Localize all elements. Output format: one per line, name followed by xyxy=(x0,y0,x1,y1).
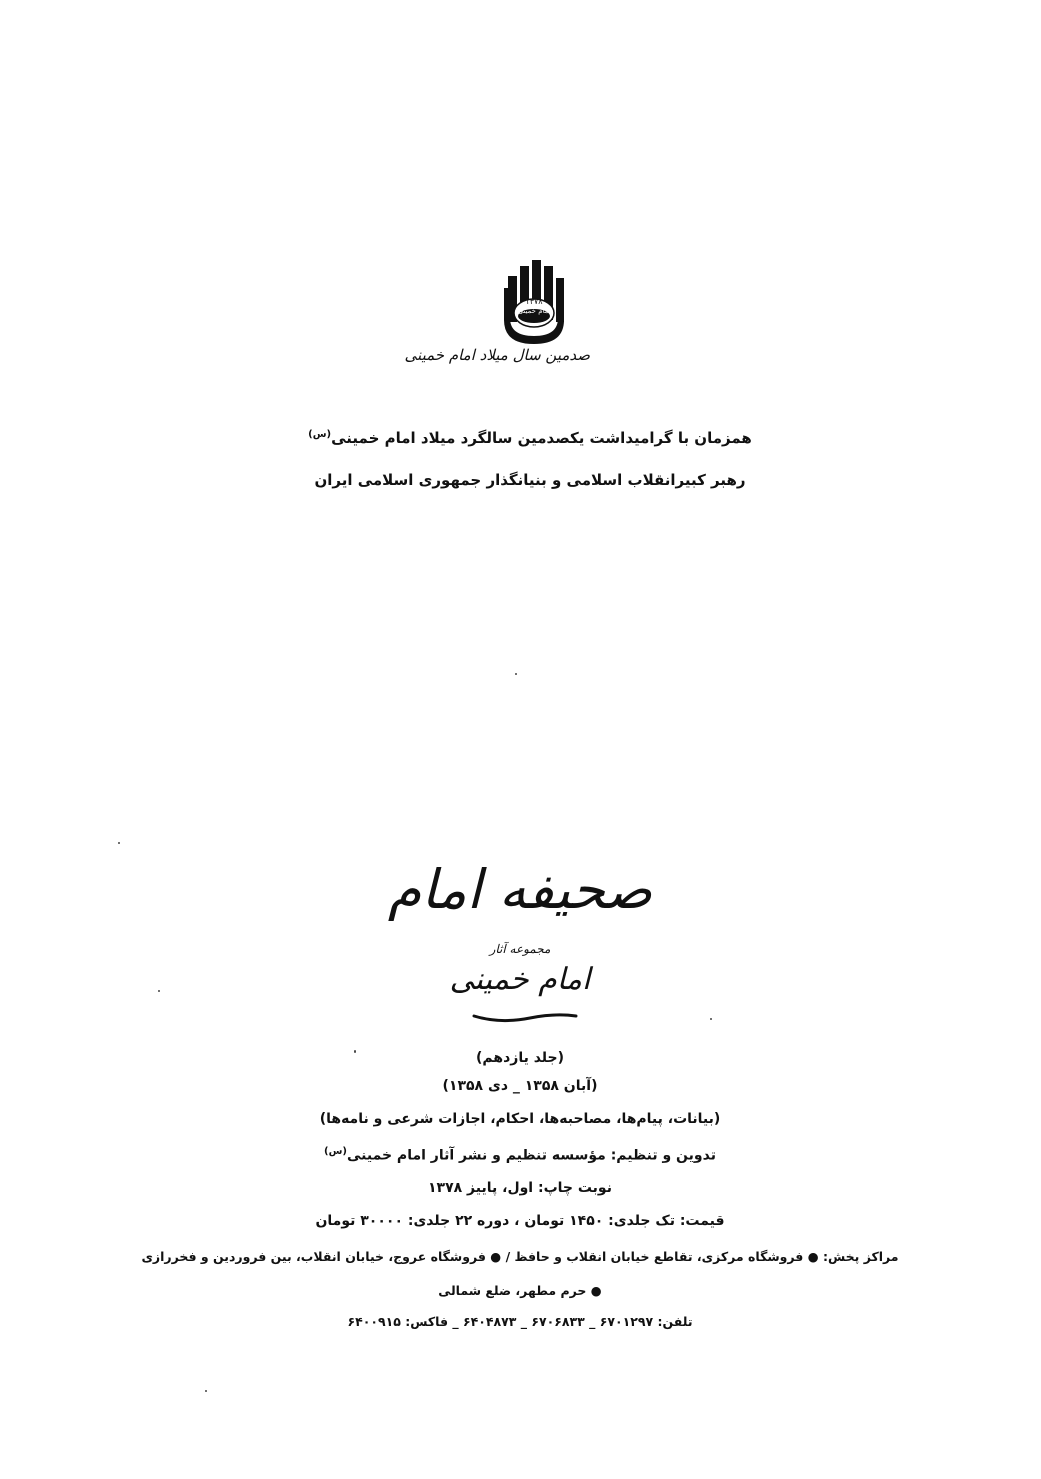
compiler-line xyxy=(150,1146,890,1164)
contents-description: (بیانات، پیام‌ها، مصاحبه‌ها، احکام، اجازات شرعی و نامه‌ها) xyxy=(319,1111,721,1127)
book-subtitle: مجموعه آثار xyxy=(489,942,551,956)
printing-edition: نوبت چاپ: اول، پاییز ۱۳۷۸ xyxy=(428,1180,612,1196)
emblem-caption: صدمین سال میلاد امام خمینی xyxy=(404,346,590,364)
scan-speck xyxy=(515,673,517,675)
scan-speck xyxy=(354,1050,356,1053)
price-line: قیمت: تک جلدی: ۱۴۵۰ تومان ، دوره ۲۲ جلدی: ۳۰۰۰۰ تومان xyxy=(315,1213,725,1229)
scan-speck xyxy=(118,842,120,844)
honorific: (س) xyxy=(308,429,332,440)
book-title: صحیفه امام xyxy=(387,858,653,921)
dedication-line-1 xyxy=(250,429,810,447)
date-range: (آبان ۱۳۵۸ _ دی ۱۳۵۸) xyxy=(442,1078,598,1094)
book-author: امام خمینی xyxy=(449,962,591,997)
scan-speck xyxy=(710,1018,712,1020)
distribution-centers-2: ● حرم مطهر، ضلع شمالی xyxy=(438,1283,602,1298)
volume-number: (جلد یازدهم) xyxy=(475,1050,564,1066)
dedication-text: همزمان با گرامیداشت یکصدمین سالگرد میلاد امام خمینی xyxy=(331,429,752,447)
distribution-centers: مراکز پخش: ● فروشگاه مرکزی، تقاطع خیابان انقلاب و حافظ / ● فروشگاه عروج، خیابان انقلاب، بین فروردین و فخررازی xyxy=(141,1249,899,1264)
telephone-fax: تلفن: ۶۷۰۱۲۹۷ _ ۶۷۰۶۸۳۳ _ ۶۴۰۴۸۷۳ _ فاکس: ۶۴۰۰۹۱۵ xyxy=(347,1314,693,1329)
compiler-text: تدوین و تنظیم: مؤسسه تنظیم و نشر آثار امام خمینی xyxy=(346,1147,716,1164)
scan-speck xyxy=(158,990,160,992)
emblem-year: ۱۳۷۸ xyxy=(525,297,543,306)
emblem-seal-text: امام خمینی xyxy=(517,307,551,315)
honorific: (س) xyxy=(324,1146,347,1157)
calligraphy-flourish xyxy=(470,1002,580,1024)
emblem xyxy=(404,258,590,383)
scan-speck xyxy=(205,1390,207,1392)
dedication-line-2: رهبر کبیرانقلاب اسلامی و بنیانگذار جمهوری اسلامی ایران xyxy=(314,471,746,489)
